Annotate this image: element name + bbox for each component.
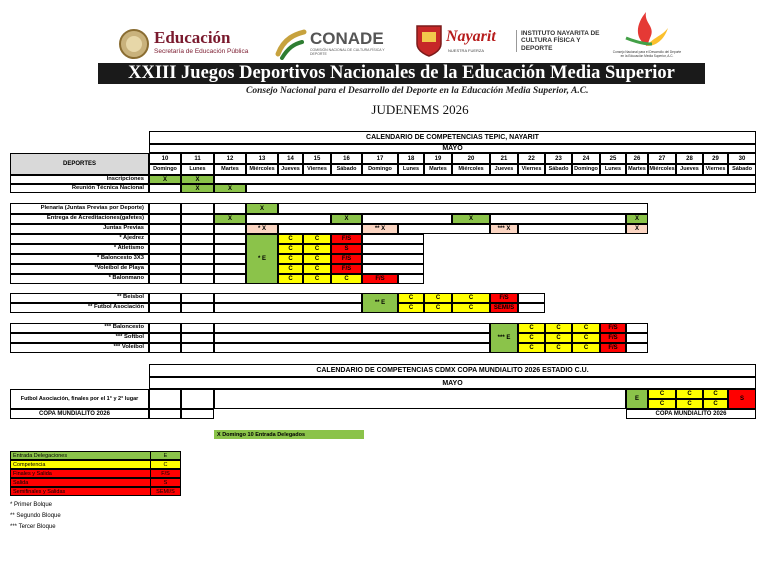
schedule-cell: F/S [331,264,362,274]
cdmx-grid-cell [149,389,181,409]
schedule-cell: C [278,234,303,244]
schedule-cell [181,293,214,303]
schedule-cell: C [398,303,424,313]
day-name: Martes [214,164,246,175]
schedule-cell: F/S [331,234,362,244]
conade-subtitle: COMISIÓN NACIONAL DE CULTURA FÍSICA Y DEPORTE [310,48,385,56]
entry-cell: ** E [362,293,398,313]
day-name: Lunes [181,164,214,175]
sep-seal-icon [118,28,150,60]
schedule-cell: C [545,333,572,343]
schedule-cell [181,234,214,244]
schedule-cell: ** X [362,224,398,234]
schedule-cell: X [181,184,214,193]
sport-row-label: * Ajedrez [10,234,149,244]
legend-code: S [150,479,180,486]
legend-label: Salida [13,479,29,486]
schedule-cell [214,274,246,284]
day-number: 14 [278,153,303,164]
schedule-cell: C [278,274,303,284]
sport-row-label: *** Baloncesto [10,323,149,333]
schedule-cell: C [545,323,572,333]
day-number: 30 [728,153,756,164]
schedule-cell: X [149,175,181,184]
schedule-cell [149,254,181,264]
schedule-cell [149,274,181,284]
day-number: 21 [490,153,518,164]
cdmx-grid-cell [149,409,181,419]
sport-row-label: Juntas Previas [10,224,149,234]
day-number: 26 [626,153,648,164]
day-number: 27 [648,153,676,164]
day-name: Miércoles [246,164,278,175]
runner-icon [274,28,308,60]
schedule-cell [214,254,246,264]
day-number: 18 [398,153,424,164]
legend-label: Semifinales y Salidas [13,488,66,495]
schedule-cell [278,224,362,234]
schedule-cell [181,214,214,224]
event-subtitle: Consejo Nacional para el Desarrollo del Deporte en la Educación Media Superior, A.C. [246,86,589,96]
day-name: Lunes [600,164,626,175]
day-name: Sábado [728,164,756,175]
day-name: Jueves [278,164,303,175]
schedule-cell [181,244,214,254]
flame-icon [622,8,672,50]
day-name: Miércoles [648,164,676,175]
schedule-cell [181,274,214,284]
schedule-cell [149,264,181,274]
schedule-cell [149,343,181,353]
schedule-cell [398,274,424,284]
schedule-cell: C [278,244,303,254]
day-number: 12 [214,153,246,164]
schedule-cell: F/S [331,254,362,264]
cdmx-grid-cell [181,389,214,409]
schedule-cell [362,234,424,244]
schedule-cell [181,333,214,343]
schedule-cell [362,254,424,264]
block-legend [10,500,61,533]
schedule-cell: C [424,293,452,303]
schedule-cell: F/S [600,343,626,353]
schedule-cell [149,244,181,254]
schedule-cell [149,184,181,193]
sep-logo [118,28,268,60]
event-title: XXIII Juegos Deportivos Nacionales de la Educación Media Superior [128,63,675,83]
sport-row-label: *** Softbol [10,333,149,343]
sep-subtitle: Secretaría de Educación Pública [154,48,249,55]
day-name: Jueves [490,164,518,175]
sport-row-label: Entrega de Acreditaciones(gafetes) [10,214,149,224]
sport-row-label: Reunión Técnica Nacional [10,184,149,193]
legend-code: C [150,461,180,468]
day-number: 10 [149,153,181,164]
day-name: Sábado [331,164,362,175]
sport-row-label: *Voleibol de Playa [10,264,149,274]
cdmx-month-label: MAYO [149,377,756,389]
schedule-cell: * X [246,224,278,234]
day-number: 25 [600,153,626,164]
day-name: Domingo [149,164,181,175]
schedule-cell [181,224,214,234]
schedule-cell [626,343,648,353]
day-name: Viernes [303,164,331,175]
schedule-cell: C [303,274,331,284]
cdmx-grid-cell [214,389,626,409]
schedule-cell: C [452,293,490,303]
schedule-cell [149,293,181,303]
day-number: 20 [452,153,490,164]
schedule-cell [214,224,246,234]
schedule-cell: SEMI/S [490,303,518,313]
cdmx-competition-cell: C [676,389,703,399]
cdmx-copa-label: COPA MUNDIALITO 2026 [10,409,149,419]
day-name: Viernes [518,164,545,175]
legend-label: Finales y Salida [13,470,52,477]
schedule-cell: X [626,214,648,224]
sep-name: Educación [154,28,231,47]
schedule-cell: C [303,244,331,254]
sport-row-label: * Atletismo [10,244,149,254]
sport-row-label: Inscripciones [10,175,149,184]
legend-item [10,451,181,460]
council-caption: Consejo Nacional para el Desarrollo del Deporte en la Educación Media Superior, A.C. [612,50,682,58]
legend-item [10,469,181,478]
legend-code: E [150,452,180,459]
conade-name: CONADE [310,29,384,48]
cdmx-calendar-title: CALENDARIO DE COMPETENCIAS CDMX COPA MUNDIALITO 2026 ESTADIO C.U. [149,364,756,377]
schedule-cell [149,214,181,224]
nayarit-name: Nayarit [446,28,496,45]
schedule-cell: *** X [490,224,518,234]
day-name: Miércoles [452,164,490,175]
day-number: 11 [181,153,214,164]
day-number: 19 [424,153,452,164]
delegates-note: X Domingo 10 Entrada Delegados [214,430,364,439]
schedule-cell [626,323,648,333]
block-legend-item: * Primer Bolque [10,502,53,508]
schedule-cell [214,264,246,274]
schedule-cell: C [278,264,303,274]
schedule-cell [246,214,331,224]
day-name: Jueves [676,164,703,175]
nayarit-logo [414,24,514,60]
schedule-cell: C [518,323,545,333]
entry-cell: *** E [490,323,518,353]
cdmx-grid-cell [181,409,214,419]
schedule-cell: X [452,214,490,224]
day-name: Martes [626,164,648,175]
schedule-cell: C [452,303,490,313]
legend-label: Competencia [13,461,46,468]
schedule-cell: C [545,343,572,353]
schedule-cell: X [626,224,648,234]
schedule-cell: C [518,343,545,353]
schedule-cell [214,234,246,244]
schedule-cell [490,214,626,224]
schedule-cell [181,303,214,313]
day-name: Sábado [545,164,572,175]
cdmx-competition-cell: C [648,399,676,409]
legend-item [10,478,181,487]
schedule-cell [362,214,452,224]
sport-row-label: Plenaria (Juntas Previas por Deporte) [10,203,149,214]
legend-code: F/S [150,470,180,477]
day-name: Lunes [398,164,424,175]
legend-label: Entrada Delegaciones [13,452,68,459]
schedule-cell [149,234,181,244]
schedule-cell [149,224,181,234]
cdmx-exit-cell: S [728,389,756,409]
schedule-cell [181,323,214,333]
schedule-cell: S [331,244,362,254]
cdmx-competition-cell: C [703,389,728,399]
day-number: 24 [572,153,600,164]
schedule-cell: C [303,254,331,264]
schedule-cell: C [572,333,600,343]
day-name: Viernes [703,164,728,175]
cdmx-competition-cell: C [648,389,676,399]
cdmx-competition-cell: C [703,399,728,409]
schedule-cell [518,224,626,234]
schedule-cell: X [214,214,246,224]
schedule-cell [246,184,756,193]
schedule-cell [362,244,424,254]
block-legend-item: *** Tercer Bloque [10,524,56,530]
schedule-cell: C [572,343,600,353]
schedule-cell: X [246,203,278,214]
schedule-cell: X [331,214,362,224]
schedule-cell [362,264,424,274]
tepic-month-label: MAYO [149,144,756,153]
day-number: 29 [703,153,728,164]
schedule-cell [214,303,362,313]
schedule-cell [518,293,545,303]
schedule-cell: C [398,293,424,303]
nayarit-subtitle: NUESTRA FUERZA [448,48,485,53]
entry-cell: * E [246,234,278,284]
sport-row-label: ** Futbol Asociación [10,303,149,313]
schedule-cell [214,323,490,333]
event-name: JUDENEMS 2026 [371,102,469,117]
day-number: 28 [676,153,703,164]
schedule-cell: C [303,264,331,274]
schedule-cell [149,323,181,333]
tepic-calendar-title: CALENDARIO DE COMPETENCIAS TEPIC, NAYARIT [149,131,756,144]
cdmx-copa-right-label: COPA MUNDIALITO 2026 [626,409,756,419]
institute-name: INSTITUTO NAYARITA DE CULTURA FÍSICA Y DEPORTE [516,30,605,52]
schedule-cell [181,264,214,274]
schedule-cell: C [424,303,452,313]
schedule-cell: F/S [362,274,398,284]
schedule-cell [214,203,246,214]
legend-item [10,460,181,469]
schedule-cell: C [518,333,545,343]
sport-row-label: ** Beisbol [10,293,149,303]
sport-row-label: *** Voleibol [10,343,149,353]
sport-row-label: * Balonmano [10,274,149,284]
schedule-cell [214,343,490,353]
day-number: 15 [303,153,331,164]
schedule-cell: X [181,175,214,184]
day-number: 23 [545,153,572,164]
schedule-cell [214,293,362,303]
schedule-cell: C [278,254,303,264]
day-number: 13 [246,153,278,164]
schedule-cell: F/S [600,323,626,333]
schedule-cell [181,254,214,264]
schedule-cell [214,175,756,184]
schedule-cell [398,224,490,234]
cdmx-row-label: Futbol Asociación, finales por el 1° y 2° lugar [10,389,149,409]
day-number: 16 [331,153,362,164]
schedule-cell [149,333,181,343]
schedule-cell: C [572,323,600,333]
schedule-cell [278,203,648,214]
schedule-cell: F/S [490,293,518,303]
legend-code: SEMI/S [150,488,180,495]
day-number: 17 [362,153,398,164]
schedule-cell [149,203,181,214]
schedule-cell [214,333,490,343]
schedule-cell: F/S [600,333,626,343]
cdmx-entry-cell: E [626,389,648,409]
day-name: Martes [424,164,452,175]
schedule-cell [626,333,648,343]
day-name: Domingo [572,164,600,175]
schedule-cell: X [214,184,246,193]
council-logo [612,8,682,64]
schedule-cell [181,343,214,353]
schedule-cell [149,303,181,313]
day-name: Domingo [362,164,398,175]
schedule-cell: C [331,274,362,284]
sports-column-header: DEPORTES [10,153,149,175]
sport-row-label: * Baloncesto 3X3 [10,254,149,264]
schedule-cell [518,303,545,313]
legend-item [10,487,181,496]
schedule-cell [214,244,246,254]
schedule-cell: C [303,234,331,244]
nayarit-shield-icon [414,24,444,58]
cdmx-competition-cell: C [676,399,703,409]
day-number: 22 [518,153,545,164]
schedule-cell [181,203,214,214]
block-legend-item: ** Segundo Bloque [10,513,61,519]
conade-logo [274,28,394,60]
